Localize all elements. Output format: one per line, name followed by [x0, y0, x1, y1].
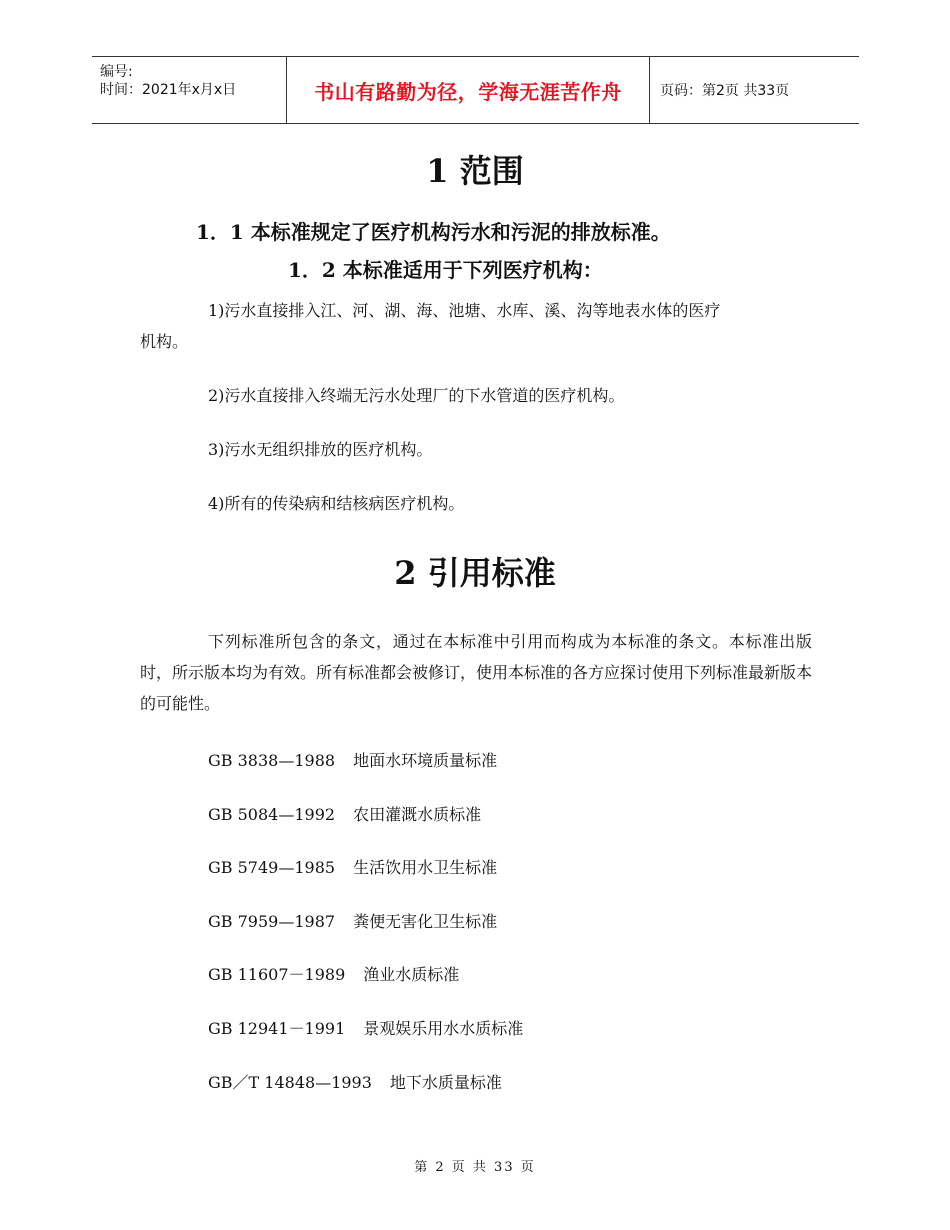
section-1-title: 1 范围 [426, 152, 524, 190]
section-1-1-heading: 1．1 本标准规定了医疗机构污水和污泥的排放标准。 [196, 220, 671, 244]
reference-name: 景观娱乐用水水质标准 [363, 1019, 524, 1038]
reference-name: 粪便无害化卫生标准 [353, 912, 498, 931]
reference-item [208, 1016, 523, 1039]
reference-name: 农田灌溉水质标准 [353, 805, 482, 824]
reference-code: GB 7959—1987 [208, 912, 336, 931]
reference-name: 生活饮用水卫生标准 [353, 858, 498, 877]
reference-item [208, 802, 481, 825]
reference-name: 地下水质量标准 [389, 1073, 502, 1092]
list-item: 3)污水无组织排放的医疗机构。 [208, 440, 433, 459]
reference-code: GB 3838—1988 [208, 751, 336, 770]
reference-code: GB／T 14848—1993 [208, 1073, 372, 1092]
header-number-label: 编号: [100, 64, 133, 80]
reference-item [208, 855, 497, 878]
section-2-paragraph: 下列标准所包含的条文，通过在本标准中引用而构成为本标准的条文。本标准出版时，所示版本均为有效。所有标准都会被修订，使用本标准的各方应探讨使用下列标准最新版本的可能性。 [140, 632, 813, 713]
page-footer: 第 2 页 共 33 页 [414, 1160, 536, 1175]
list-item: 4)所有的传染病和结核病医疗机构。 [208, 494, 465, 513]
header-page-info: 页码：第2页 共33页 [660, 83, 790, 99]
header-meta [92, 57, 286, 123]
reference-code: GB 5084—1992 [208, 805, 336, 824]
reference-name: 地面水环境质量标准 [353, 751, 498, 770]
reference-code: GB 12941－1991 [208, 1019, 346, 1038]
list-item: 1)污水直接排入江、河、湖、海、池塘、水库、溪、沟等地表水体的医疗 [208, 301, 721, 320]
section-1-2-heading: 1．2 本标准适用于下列医疗机构： [288, 258, 603, 282]
list-item: 2)污水直接排入终端无污水处理厂的下水管道的医疗机构。 [208, 386, 625, 405]
header-motto: 书山有路勤为径，学海无涯苦作舟 [286, 57, 650, 123]
reference-item [208, 1070, 502, 1093]
reference-name: 渔业水质标准 [363, 965, 460, 984]
list-item-continuation: 机构。 [140, 332, 189, 351]
section-2-title: 2 引用标准 [394, 554, 556, 592]
reference-item [208, 909, 497, 932]
reference-item [208, 748, 497, 771]
reference-item [208, 962, 459, 985]
header-time-label: 时间：2021年x月x日 [100, 82, 237, 98]
page-header [92, 56, 859, 124]
reference-code: GB 11607－1989 [208, 965, 346, 984]
reference-code: GB 5749—1985 [208, 858, 336, 877]
